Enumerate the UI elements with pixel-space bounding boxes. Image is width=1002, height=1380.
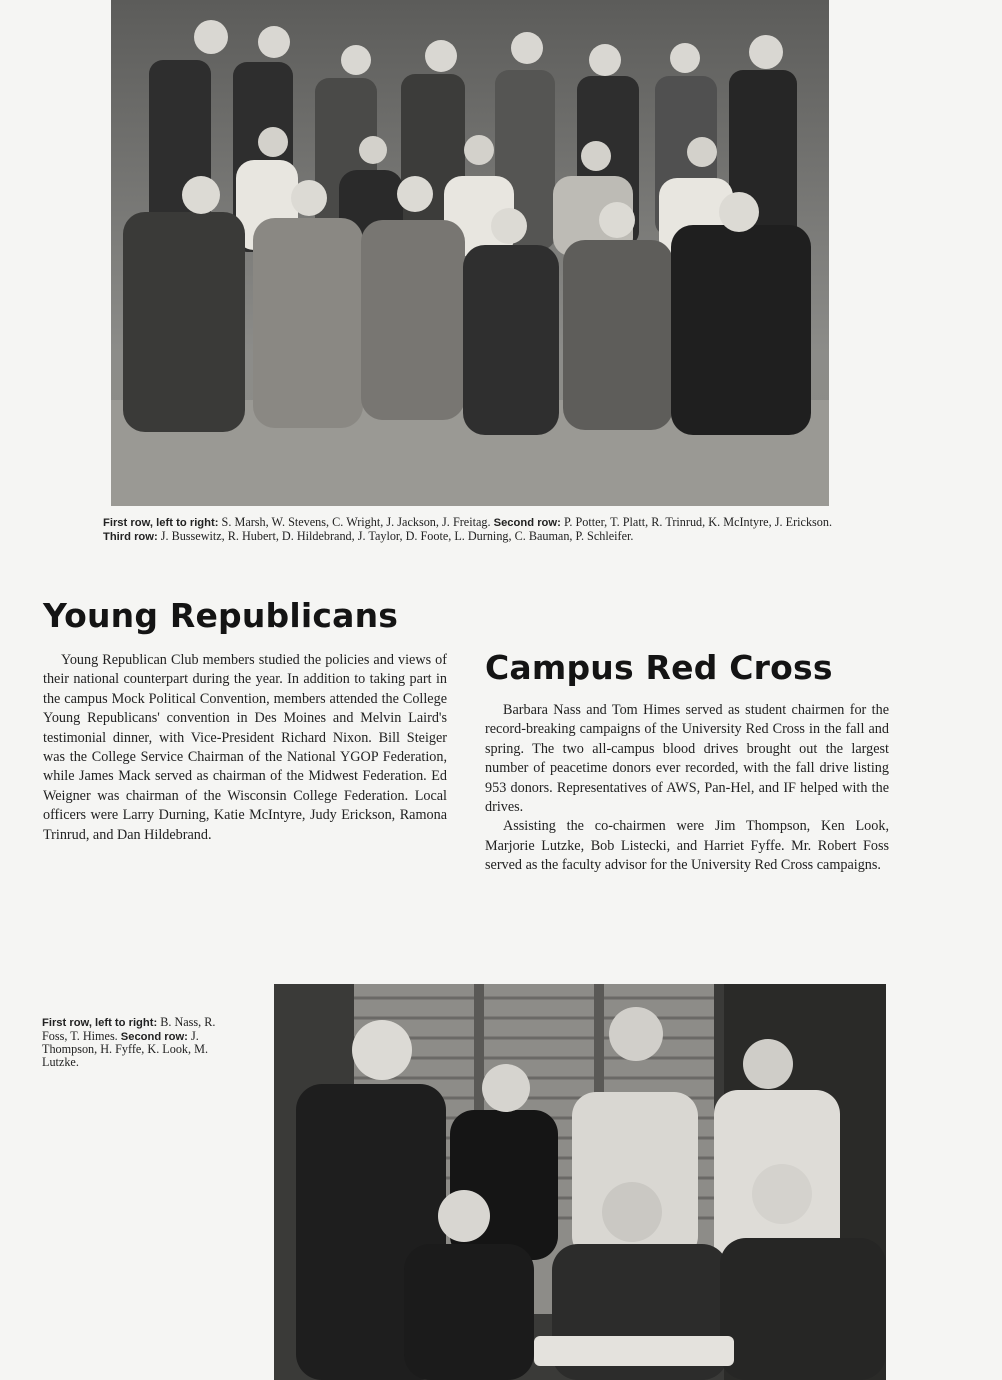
group-photo-caption xyxy=(103,516,832,543)
first-row-names: B. Nass, R. Foss, T. Himes. xyxy=(42,1015,216,1043)
red-cross-heading: Campus Red Cross xyxy=(485,648,833,687)
red-cross-article xyxy=(485,701,889,876)
second-row-label: Second row: xyxy=(120,1030,188,1043)
red-cross-paragraph-2: Assisting the co-chairmen were Jim Thompson, Ken Look, Marjorie Lutzke, Bob Listecki, and Harriet Fyffe. Mr. Robert Foss served as the faculty advisor for the University Red Cross campaigns. xyxy=(485,818,889,874)
first-row-names: S. Marsh, W. Stevens, C. Wright, J. Jackson, J. Freitag. xyxy=(221,515,491,529)
second-row-label: Second row: xyxy=(493,517,561,529)
second-row-names: J. Thompson, H. Fyffe, K. Look, M. Lutzke. xyxy=(42,1028,208,1069)
third-row-label: Third row: xyxy=(103,530,158,543)
red-cross-paragraph-1: Barbara Nass and Tom Himes served as student chairmen for the record-breaking campaigns of the University Red Cross in the fall and spring. The two all-campus blood drives brought out the largest number of peacetime donors ever recorded, with the fall drive listing 953 donors. Representatives of AWS, Pan-Hel, and IF helped with the drives. xyxy=(485,702,889,816)
young-republicans-group-photo xyxy=(111,0,829,506)
third-row-names: J. Bussewitz, R. Hubert, D. Hildebrand, J. Taylor, D. Foote, L. Durning, C. Bauman, P. Schleifer. xyxy=(160,528,634,543)
young-republicans-article xyxy=(43,651,447,845)
first-row-label: First row, left to right: xyxy=(103,517,219,529)
first-row-label: First row, left to right: xyxy=(42,1017,158,1029)
young-republicans-heading: Young Republicans xyxy=(43,596,399,635)
red-cross-photo-caption xyxy=(42,1016,238,1068)
red-cross-group-photo xyxy=(274,984,886,1380)
second-row-names: P. Potter, T. Platt, R. Trinrud, K. McIntyre, J. Erickson. xyxy=(563,515,833,529)
young-republicans-paragraph: Young Republican Club members studied the policies and views of their national counterpart during the year. In addition to taking part in the campus Mock Political Convention, members attended the College Young Republicans' convention in Des Moines and Melvin Laird's testimonial dinner, with Vice-President Richard Nixon. Bill Steiger was the College Service Chairman of the National YGOP Federation, while James Mack served as chairman of the Midwest Federation. Ed Weigner was chairman of the Wisconsin College Federation. Local officers were Larry Durning, Katie McIntyre, Judy Erickson, Ramona Trinrud, and Dan Hildebrand. xyxy=(43,652,447,843)
